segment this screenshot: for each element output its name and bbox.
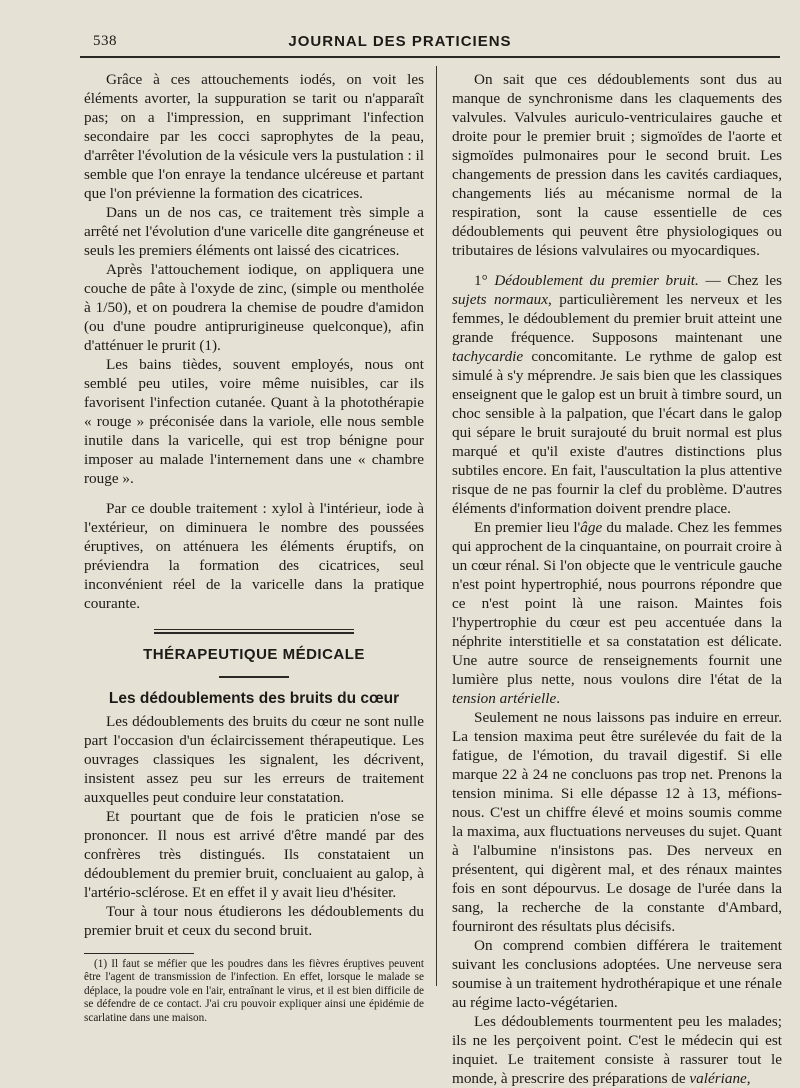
paragraph: Et pourtant que de fois le praticien n'ose se prononcer. Il nous est arrivé d'être mandé par des confrères très distingués. Ils constataient un dédoublement du premier bruit, concluaient au galop, à l'artério-sclérose. Et en effet il y avait lieu d'hésiter. [84,808,424,901]
right-column [452,70,782,1088]
text-run: du malade. Chez les femmes qui approchent de la cinquantaine, on pourrait croire à un cœur rénal. Si l'on objecte que le ventricule gauche n'est point hypertrophié, nous pourrons répondre que ce n'est point là une raison. Maintes fois l'hypertrophie du cœur est peu accentuée dans la néphrite interstitielle et sa constatation est délicate. Une autre source de renseignements fournit une lumière plus nette, nous voulons dire l'état de la [452,519,782,688]
text-run: concomitante. Le rythme de galop est simulé à s'y méprendre. Je sais bien que les classiques enseignent que le galop est un bruit à timbre sourd, un choc sensible à la palpation, que l'écart dans le galop qui sépare le bruit surajouté du bruit normal est plus marqué et qu'il existe d'autres distinctions plus subtiles encore. En fait, l'auscultation la plus attentive risque de ne pas fournir la clef du problème. D'autres éléments d'information doivent prendre place. [452,348,782,517]
text-run: Les dédoublements tourmentent peu les malades; ils ne les perçoivent point. C'est le médecin qui est inquiet. Le traitement consiste à rassurer tout le monde, à prescrire des préparations de [452,1013,782,1087]
footnote-rule [84,953,194,954]
emphasis: sujets normaux [452,291,549,308]
text-run: En premier lieu l' [474,519,581,536]
paragraph: Tour à tour nous étudierons les dédoublements du premier bruit et ceux du second bruit. [84,903,424,939]
paragraph: Par ce double traitement : xylol à l'intérieur, iode à l'extérieur, on diminuera le nombre des poussées éruptives, on atténuera les éléments éruptifs, on préviendra la formation des cicatrices, seul inconvénient réel de la varicelle dans la pratique courante. [84,500,424,612]
column-divider [436,66,437,986]
text-run: 1° [474,272,495,289]
paragraph: On sait que ces dédoublements sont dus au manque de synchronisme dans les claquements des valvules. Valvules auriculo-ventriculaires gauche et droite pour le premier bruit ; sigmoïdes de l'aorte et sigmoïdes pulmonaires pour le second bruit. Les changements de pression dans les cavités cardiaques, changements liés au mécanisme normal de la respiration, sont la cause essentielle de ces dédoublements qui peuvent être physiologiques ou tributaires de lésions valvulaires ou myocardiques. [452,71,782,259]
paragraph [452,271,782,518]
footnote: (1) Il faut se méfier que les poudres dans les fièvres éruptives peuvent être l'agent de transmission de l'infection. En effet, lorsque le malade se déplace, la poudre vole en l'air, entraînant le virus, et il est bien difficile de se défendre de ce contact. J'ai cru pouvoir expliquer ainsi une épidémie de scarlatine dans une maison. [84,958,424,1024]
section-double-rule [84,629,424,639]
paragraph: Grâce à ces attouchements iodés, on voit les éléments avorter, la suppuration se tarit ou n'apparaît pas; on a l'impression, en supprimant l'infection secondaire par les cocci saprophytes de la peau, d'arrêter l'évolution de la vésicule vers la pustulation : il semble que l'on enraye la tendance ulcéreuse et partant que l'on prévienne la formation des cicatrices. [84,71,424,202]
paragraph: Seulement ne nous laissons pas induire en erreur. La tension maxima peut être surélevée du fait de la fatigue, de l'émotion, du travail digestif. Si elle marque 22 à 24 ne concluons pas trop net. Prenons la tension minima. Si elle dépasse 12 à 13, méfions-nous. C'est un chiffre élevé et moins soumis comme la maxima, aux fluctuations nerveuses du sujet. Quant à l'albumine n'insistons pas. Des nerveux en présentent, qui digèrent mal, et des rénaux maintes fois en sont dépourvus. Le dosage de l'urée dans la sang, la recherche de la constante d'Ambard, fourniront des résultats plus décisifs. [452,709,782,935]
paragraph [452,1012,782,1088]
section-short-rule [219,676,289,678]
paragraph: Les bains tièdes, souvent employés, nous ont semblé peu utiles, voire même nuisibles, car ils favorisent l'infection cutanée. Quant à la photothérapie « rouge » préconisée dans la variole, elle nous semble inutile dans la varicelle, qui est trop bénigne pour imposer au malade l'internement dans une « chambre rouge ». [84,356,424,487]
emphasis: âge [580,519,603,536]
header-rule [80,56,780,58]
text-run: . [556,690,560,707]
text-run: , [746,1070,751,1087]
emphasis: tachycardie [452,348,524,365]
text-run: — Chez les [698,272,783,289]
page-header [0,33,800,55]
emphasis: tension artérielle [452,690,557,707]
journal-title: JOURNAL DES PRATICIENS [288,33,512,50]
page-number: 538 [93,33,117,49]
emphasis: valériane [689,1070,747,1087]
section-title: THÉRAPEUTIQUE MÉDICALE [143,646,365,663]
paragraph: Les dédoublements des bruits du cœur ne sont nulle part l'occasion d'un éclaircissement thérapeutique. Les ouvrages classiques les signalent, les décrivent, insistent assez peu sur les erreurs de traitement auxquelles peut conduire leur constatation. [84,713,424,806]
paragraph: Dans un de nos cas, ce traitement très simple a arrêté net l'évolution d'une varicelle dite gangréneuse et seuls les premiers éléments ont laissé des cicatrices. [84,204,424,259]
paragraph [452,518,782,708]
paragraph: On comprend combien différera le traitement suivant les conclusions adoptées. Une nerveuse sera soumise à un traitement hydrothérapique et une rénale au régime lacto-végétarien. [452,937,782,1011]
text-run: , particulièrement les nerveux et les femmes, le dédoublement du premier bruit atteint une grande fréquence. Supposons maintenant une [452,291,782,346]
left-column [84,70,424,1025]
subsection-title: Dédoublement du premier bruit. [494,272,699,289]
paragraph: Après l'attouchement iodique, on appliquera une couche de pâte à l'oxyde de zinc, (simple ou mentholée à 1/50), et on poudrera la chemise de poudre d'amidon (ou d'une poudre antiprurigineuse quelconque), afin d'atténuer le prurit (1). [84,261,424,354]
article-title: Les dédoublements des bruits du cœur [108,690,400,707]
